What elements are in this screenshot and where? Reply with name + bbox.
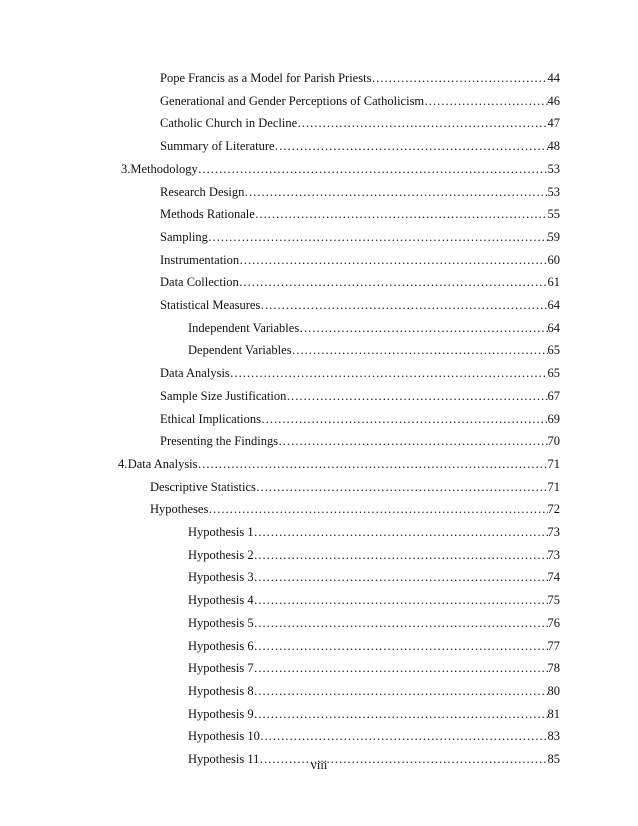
toc-entry-page: 64 [547, 321, 560, 335]
toc-entry-title: Data Analysis [127, 457, 198, 471]
toc-entry-page: 47 [547, 116, 560, 130]
toc-entry-title: Presenting the Findings [160, 434, 279, 448]
toc-entry[interactable] [150, 501, 560, 517]
toc-entry[interactable] [160, 93, 560, 109]
dot-leader [254, 569, 548, 585]
toc-entry-title: Hypothesis 1 [188, 525, 254, 539]
dot-leader [208, 501, 547, 517]
toc-entry-title: Generational and Gender Perceptions of Catholicism [160, 94, 425, 108]
dot-leader [254, 683, 548, 699]
toc-entry-title: Data Collection [160, 275, 239, 289]
toc-entry[interactable] [160, 252, 560, 268]
toc-entry-page: 48 [547, 139, 560, 153]
toc-entry-page: 59 [547, 230, 560, 244]
toc-entry-page: 77 [547, 639, 560, 653]
toc-entry[interactable] [118, 456, 560, 472]
toc-entry-title: Hypothesis 8 [188, 684, 254, 698]
dot-leader [239, 252, 547, 268]
dot-leader [244, 184, 547, 200]
toc-entry-title: Methodology [130, 162, 198, 176]
dot-leader [299, 320, 547, 336]
toc-entry[interactable] [160, 184, 560, 200]
dot-leader [424, 93, 547, 109]
toc-entry-page: 83 [547, 729, 560, 743]
toc-entry-number: 4. [118, 457, 128, 471]
dot-leader [239, 274, 548, 290]
toc-entry-title: Descriptive Statistics [150, 480, 256, 494]
dot-leader [254, 592, 548, 608]
toc-entry[interactable] [188, 728, 560, 744]
toc-entry-page: 53 [547, 162, 560, 176]
toc-entry-title: Hypothesis 3 [188, 570, 254, 584]
dot-leader [255, 206, 548, 222]
toc-entry-title: Hypotheses [150, 502, 209, 516]
dot-leader [230, 365, 548, 381]
toc-entry-page: 73 [547, 548, 560, 562]
toc-entry[interactable] [150, 479, 560, 495]
toc-entry-page: 44 [547, 71, 560, 85]
dot-leader [208, 229, 548, 245]
toc-entry-title: Hypothesis 9 [188, 707, 254, 721]
toc-entry[interactable] [160, 274, 560, 290]
toc-entry-page: 74 [547, 570, 560, 584]
toc-entry[interactable] [188, 524, 560, 540]
toc-entry-page: 67 [547, 389, 560, 403]
toc-entry-page: 60 [547, 253, 560, 267]
toc-entry[interactable] [160, 115, 560, 131]
toc-entry-title: Independent Variables [188, 321, 300, 335]
dot-leader [286, 388, 547, 404]
dot-leader [275, 138, 548, 154]
toc-entry-page: 75 [547, 593, 560, 607]
dot-leader [261, 411, 547, 427]
toc-entry[interactable] [188, 547, 560, 563]
toc-entry[interactable] [188, 638, 560, 654]
toc-entry[interactable] [160, 229, 560, 245]
toc-entry-title: Data Analysis [160, 366, 230, 380]
dot-leader [256, 479, 548, 495]
toc-entry[interactable] [160, 297, 560, 313]
toc-entry[interactable] [160, 365, 560, 381]
page-number: viii [310, 758, 328, 772]
dot-leader [198, 161, 548, 177]
toc-entry-title: Instrumentation [160, 253, 240, 267]
toc-entry-page: 80 [547, 684, 560, 698]
dot-leader [297, 115, 547, 131]
toc-entry[interactable] [160, 70, 560, 86]
toc-entry-page: 81 [547, 707, 560, 721]
toc-entry[interactable] [188, 683, 560, 699]
toc-entry[interactable] [188, 320, 560, 336]
toc-entry-page: 78 [547, 661, 560, 675]
toc-entry-page: 61 [547, 275, 560, 289]
toc-entry-title: Pope Francis as a Model for Parish Priests [160, 71, 372, 85]
dot-leader [260, 297, 547, 313]
dot-leader [254, 706, 548, 722]
toc-entry-title: Summary of Literature [160, 139, 275, 153]
dot-leader [292, 342, 548, 358]
toc-entry[interactable] [160, 206, 560, 222]
toc-entry-title: Ethical Implications [160, 412, 262, 426]
toc-entry-title: Sample Size Justification [160, 389, 287, 403]
toc-entry-page: 71 [547, 480, 560, 494]
toc-entry-number: 3. [121, 162, 131, 176]
toc-entry-title: Hypothesis 4 [188, 593, 254, 607]
dot-leader [260, 728, 548, 744]
toc-entry[interactable] [160, 138, 560, 154]
toc-entry-page: 73 [547, 525, 560, 539]
toc-entry-title: Dependent Variables [188, 343, 292, 357]
toc-entry-title: Hypothesis 5 [188, 616, 254, 630]
toc-entry-page: 69 [547, 412, 560, 426]
dot-leader [198, 456, 548, 472]
dot-leader [278, 433, 547, 449]
toc-entry[interactable] [160, 433, 560, 449]
toc-entry[interactable] [121, 161, 560, 177]
toc-entry[interactable] [160, 411, 560, 427]
toc-entry-page: 71 [547, 457, 560, 471]
toc-entry[interactable] [188, 706, 560, 722]
toc-entry-page: 55 [547, 207, 560, 221]
toc-entry-title: Hypothesis 6 [188, 639, 254, 653]
toc-entry[interactable] [188, 660, 560, 676]
dot-leader [254, 615, 548, 631]
toc-entry[interactable] [160, 388, 560, 404]
toc-entry[interactable] [188, 342, 560, 358]
toc-entry-page: 65 [547, 343, 560, 357]
dot-leader [254, 638, 548, 654]
toc-entry-page: 65 [547, 366, 560, 380]
toc-entry-page: 46 [547, 94, 560, 108]
toc-entry-title: Research Design [160, 185, 245, 199]
toc-entry-page: 85 [547, 752, 560, 766]
toc-entry-page: 76 [547, 616, 560, 630]
dot-leader [254, 547, 548, 563]
toc-entry-title: Hypothesis 2 [188, 548, 254, 562]
toc-entry-page: 53 [547, 185, 560, 199]
toc-entry-title: Hypothesis 11 [188, 752, 260, 766]
toc-entry-title: Methods Rationale [160, 207, 255, 221]
toc-entry-page: 72 [547, 502, 560, 516]
toc-entry-title: Hypothesis 10 [188, 729, 260, 743]
toc-entry[interactable] [188, 615, 560, 631]
dot-leader [254, 660, 548, 676]
toc-entry-title: Sampling [160, 230, 208, 244]
dot-leader [254, 524, 548, 540]
toc-entry-title: Catholic Church in Decline [160, 116, 298, 130]
toc-entry-page: 64 [547, 298, 560, 312]
toc-entry-title: Hypothesis 7 [188, 661, 254, 675]
dot-leader [371, 70, 547, 86]
toc-entry-page: 70 [547, 434, 560, 448]
toc-entry[interactable] [188, 569, 560, 585]
toc-entry[interactable] [188, 592, 560, 608]
toc-entry-title: Statistical Measures [160, 298, 261, 312]
